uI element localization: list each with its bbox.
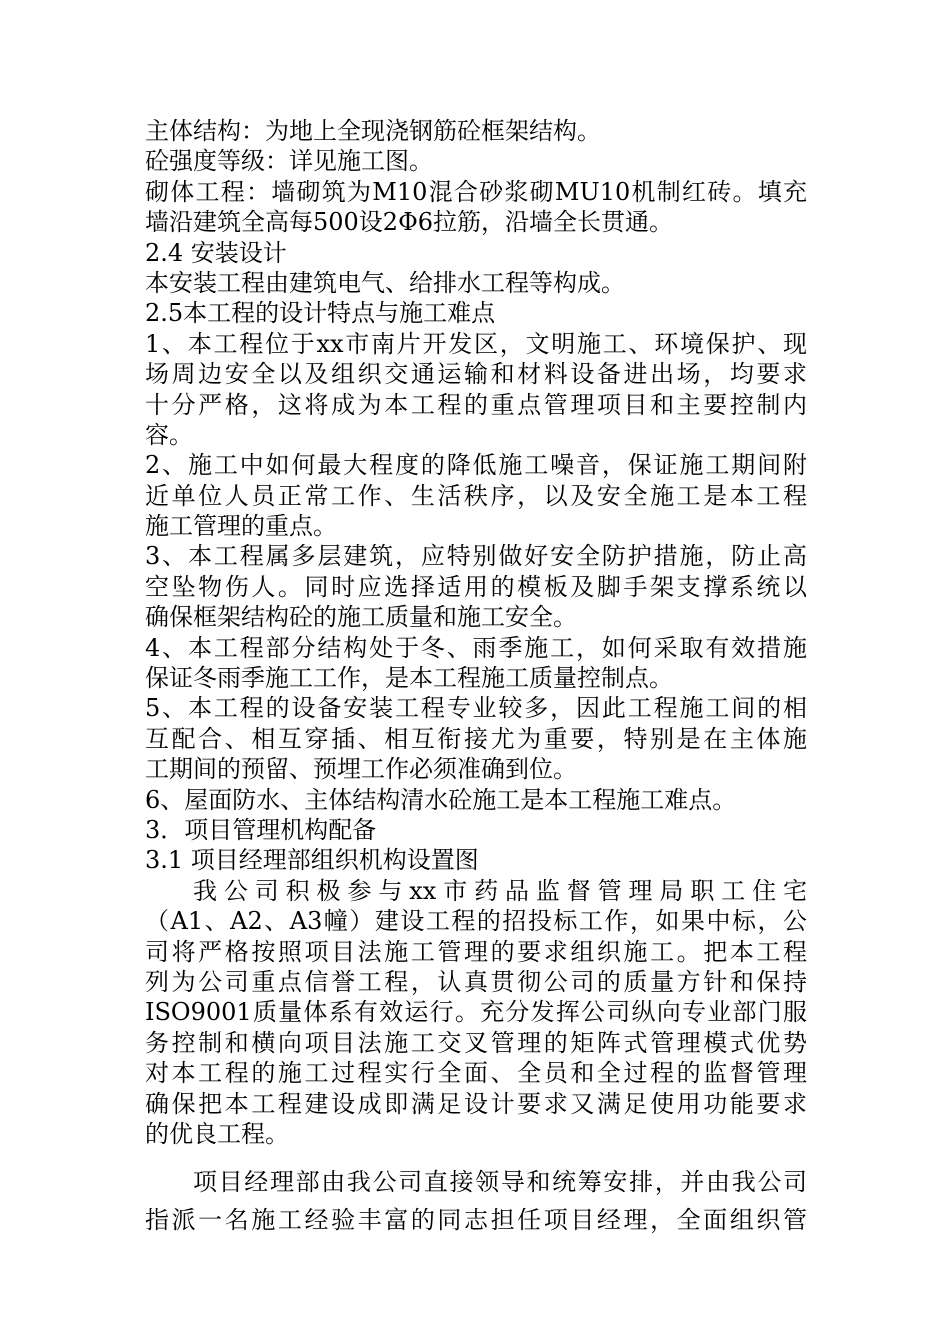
text-line: 务控制和横向项目法施工交叉管理的矩阵式管理模式优势 — [145, 1028, 807, 1057]
text-line: 近单位人员正常工作、生活秩序，以及安全施工是本工程 — [145, 481, 807, 510]
text-line: 3、本工程属多层建筑，应特别做好安全防护措施，防止高 — [145, 542, 807, 571]
text-line: 确保把本工程建设成即满足设计要求又满足使用功能要求 — [145, 1089, 807, 1118]
document-body — [145, 116, 807, 1239]
section-heading: 3．项目管理机构配备 — [145, 815, 377, 844]
text-line: 施工管理的重点。 — [145, 512, 337, 541]
text-line: 容。 — [145, 420, 193, 449]
text-line: 工期间的预留、预埋工作必须准确到位。 — [145, 755, 577, 784]
text-line: 对本工程的施工过程实行全面、全员和全过程的监督管理 — [145, 1059, 807, 1088]
text-line: 司将严格按照项目法施工管理的要求组织施工。把本工程 — [145, 937, 807, 966]
section-heading: 2.5本工程的设计特点与施工难点 — [145, 299, 496, 328]
text-line: 的优良工程。 — [145, 1119, 289, 1148]
text-line: 2、施工中如何最大程度的降低施工噪音，保证施工期间附 — [145, 451, 807, 480]
section-heading: 3.1 项目经理部组织机构设置图 — [145, 846, 479, 875]
text-line: 砼强度等级：详见施工图。 — [145, 147, 433, 176]
text-line: 砌体工程：墙砌筑为M10混合砂浆砌MU10机制红砖。填充 — [145, 177, 807, 206]
text-line: ISO9001质量体系有效运行。充分发挥公司纵向专业部门服 — [145, 998, 807, 1027]
text-line: 互配合、相互穿插、相互衔接尤为重要，特别是在主体施 — [145, 724, 807, 753]
text-line: 空坠物伤人。同时应选择适用的模板及脚手架支撑系统以 — [145, 572, 807, 601]
text-line: 保证冬雨季施工工作，是本工程施工质量控制点。 — [145, 664, 673, 693]
paragraph-gap — [145, 1149, 807, 1163]
text-line: 本安装工程由建筑电气、给排水工程等构成。 — [145, 268, 625, 297]
text-line: 指派一名施工经验丰富的同志担任项目经理，全面组织管 — [145, 1206, 807, 1235]
text-line: 5、本工程的设备安装工程专业较多，因此工程施工间的相 — [145, 694, 807, 723]
text-line: 十分严格，这将成为本工程的重点管理项目和主要控制内 — [145, 390, 807, 419]
text-line: （A1、A2、A3幢）建设工程的招投标工作，如果中标，公 — [145, 907, 807, 936]
text-line: 6、屋面防水、主体结构清水砼施工是本工程施工难点。 — [145, 785, 737, 814]
text-line: 墙沿建筑全高每500设2Φ6拉筋，沿墙全长贯通。 — [145, 208, 674, 237]
text-line: 确保框架结构砼的施工质量和施工安全。 — [145, 603, 577, 632]
paragraph-first-line: 项目经理部由我公司直接领导和统筹安排，并由我公司 — [193, 1168, 807, 1197]
section-heading: 2.4 安装设计 — [145, 238, 287, 267]
text-line: 场周边安全以及组织交通运输和材料设备进出场，均要求 — [145, 360, 807, 389]
text-line: 4、本工程部分结构处于冬、雨季施工，如何采取有效措施 — [145, 633, 807, 662]
text-line: 列为公司重点信誉工程，认真贯彻公司的质量方针和保持 — [145, 967, 807, 996]
paragraph-first-line: 我公司积极参与xx市药品监督管理局职工住宅 — [193, 876, 807, 905]
text-line: 1、本工程位于xx市南片开发区，文明施工、环境保护、现 — [145, 329, 807, 358]
text-line: 主体结构：为地上全现浇钢筋砼框架结构。 — [145, 117, 601, 145]
